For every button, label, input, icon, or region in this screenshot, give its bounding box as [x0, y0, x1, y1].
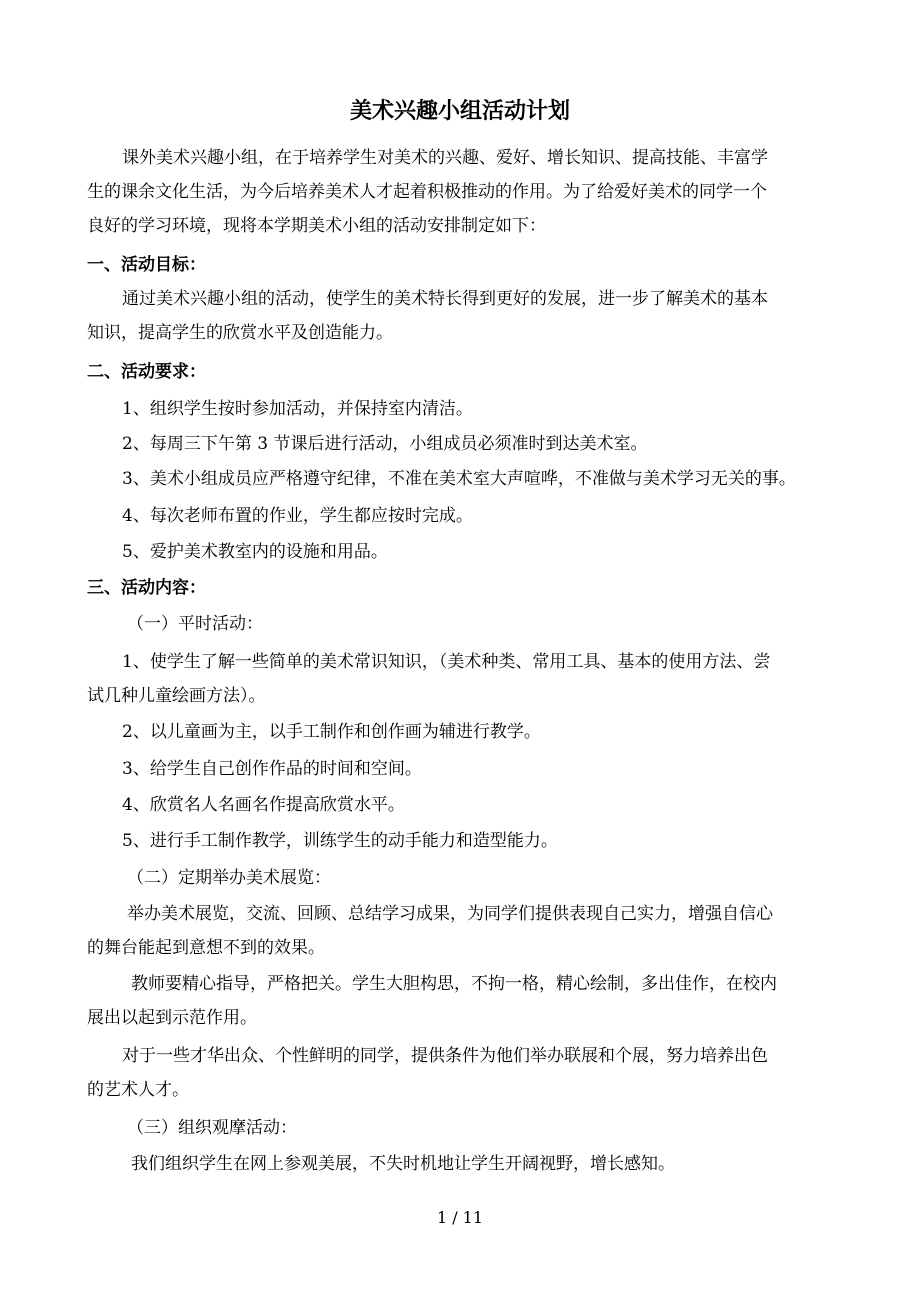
paragraph-line: 通过美术兴趣小组的活动，使学生的美术特长得到更好的发展，进一步了解美术的基本	[122, 289, 768, 309]
paragraph-line: 我们组织学生在网上参观美展，不失时机地让学生开阔视野，增长感知。	[131, 1154, 675, 1174]
paragraph-line: 知识，提高学生的欣赏水平及创造能力。	[87, 323, 393, 343]
subsection-heading: （一）平时活动：	[127, 614, 263, 634]
list-item: 1、组织学生按时参加活动，并保持室内清洁。	[122, 399, 473, 419]
list-item: 5、爱护美术教室内的设施和用品。	[122, 542, 388, 562]
paragraph-line: 良好的学习环境，现将本学期美术小组的活动安排制定如下：	[87, 216, 546, 236]
list-item: 4、欣赏名人名画名作提高欣赏水平。	[122, 795, 405, 815]
paragraph-line: 的舞台能起到意想不到的效果。	[87, 938, 325, 958]
list-item: 2、每周三下午第 3 节课后进行活动，小组成员必须准时到达美术室。	[122, 434, 648, 454]
paragraph-line: 课外美术兴趣小组，在于培养学生对美术的兴趣、爱好、增长知识、提高技能、丰富学	[122, 148, 768, 168]
list-item: 5、进行手工制作教学，训练学生的动手能力和造型能力。	[122, 831, 558, 851]
paragraph-line: 生的课余文化生活，为今后培养美术人才起着积极推动的作用。为了给爱好美术的同学一个	[87, 182, 767, 202]
section-heading: 一、活动目标：	[87, 255, 206, 275]
subsection-heading: （二）定期举办美术展览：	[127, 868, 331, 888]
paragraph-line: 试几种儿童绘画方法）。	[87, 686, 266, 706]
paragraph-line: 教师要精心指导，严格把关。学生大胆构思，不拘一格，精心绘制，多出佳作，在校内	[131, 974, 777, 994]
list-item: 1、使学生了解一些简单的美术常识知识，（美术种类、常用工具、基本的使用方法、尝	[122, 652, 771, 672]
section-heading: 二、活动要求：	[87, 362, 206, 382]
paragraph-line: 的艺术人才。	[87, 1080, 189, 1100]
section-heading: 三、活动内容：	[87, 578, 206, 598]
page-number: 1 / 11	[436, 1208, 484, 1227]
list-item: 4、每次老师布置的作业，学生都应按时完成。	[122, 506, 473, 526]
document-title: 美术兴趣小组活动计划	[349, 98, 570, 124]
paragraph-line: 对于一些才华出众、个性鲜明的同学，提供条件为他们举办联展和个展，努力培养出色	[122, 1046, 768, 1066]
subsection-heading: （三）组织观摩活动：	[127, 1118, 297, 1138]
paragraph-line: 举办美术展览，交流、回顾、总结学习成果，为同学们提供表现自己实力，增强自信心	[127, 904, 773, 924]
list-item: 2、以儿童画为主，以手工制作和创作画为辅进行教学。	[122, 722, 541, 742]
list-item: 3、美术小组成员应严格遵守纪律，不准在美术室大声喧哗，不准做与美术学习无关的事。	[122, 469, 796, 489]
paragraph-line: 展出以起到示范作用。	[87, 1008, 257, 1028]
list-item: 3、给学生自己创作作品的时间和空间。	[122, 759, 422, 779]
